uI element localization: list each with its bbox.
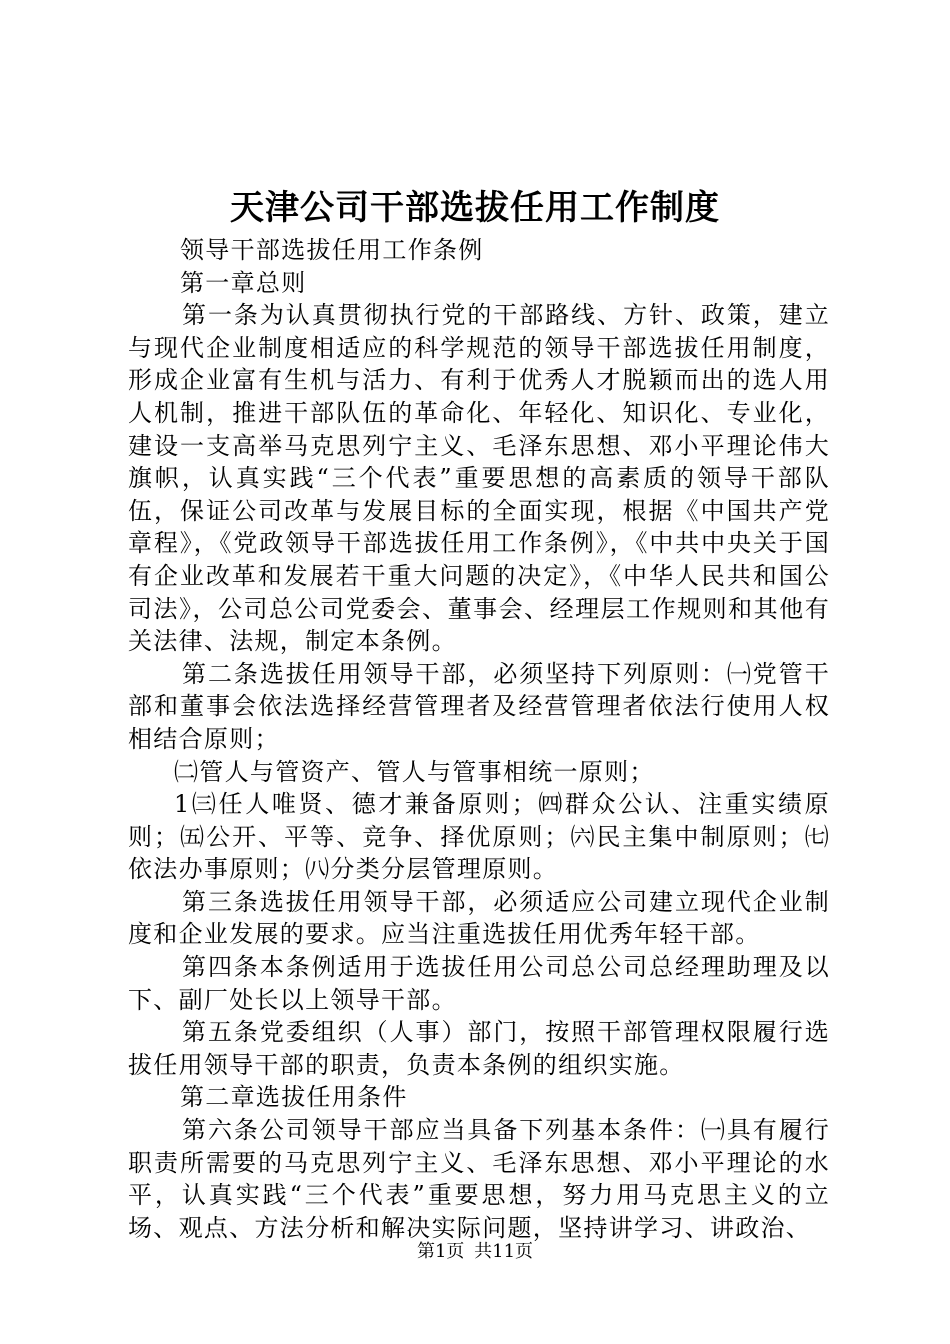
article-paragraph: 第二条选拔任用领导干部，必须坚持下列原则：㈠党管干部和董事会依法选择经营管理者及经营管理者依法行使用人权相结合原则； (128, 659, 830, 753)
article-paragraph: 第一条为认真贯彻执行党的干部路线、方针、政策，建立与现代企业制度相适应的科学规范的领导干部选拔任用制度，形成企业富有生机与活力、有利于优秀人才脱颖而出的选人用人机制，推进干部队伍的革命化、年轻化、知识化、专业化，建设一支高举马克思列宁主义、毛泽东思想、邓小平理论伟大旗帜，认真实践“三个代表”重要思想的高素质的领导干部队伍，保证公司改革与发展目标的全面实现，根据《中国共产党章程》，《党政领导干部选拔任用工作条例》，《中共中央关于国有企业改革和发展若干重大问题的决定》，《中华人民共和国公司法》，公司总公司党委会、董事会、经理层工作规则和其他有关法律、法规，制定本条例。 (128, 301, 830, 656)
page-footer (0, 1240, 950, 1264)
document-title: 天津公司干部选拔任用工作制度 (230, 188, 720, 228)
article-paragraph: 第四条本条例适用于选拔任用公司总公司总经理助理及以下、副厂处长以上领导干部。 (128, 953, 830, 1014)
principle-list: 1㈢任人唯贤、德才兼备原则；㈣群众公认、注重实绩原则；㈤公开、平等、竞争、择优原则；㈥民主集中制原则；㈦依法办事原则；㈧分类分层管理原则。 (128, 790, 830, 884)
document-body (128, 234, 830, 1244)
page-total: 共11页 (474, 1241, 534, 1262)
article-paragraph: 第三条选拔任用领导干部，必须适应公司建立现代企业制度和企业发展的要求。应当注重选拔任用优秀年轻干部。 (128, 887, 830, 949)
page-number: 第1页 (416, 1241, 465, 1262)
article-paragraph: 第六条公司领导干部应当具备下列基本条件：㈠具有履行职责所需要的马克思列宁主义、毛泽东思想、邓小平理论的水平，认真实践“三个代表”重要思想，努力用马克思主义的立场、观点、方法分析和解决实际问题，坚持讲学习、讲政治、 (128, 1116, 830, 1242)
chapter-heading: 第二章选拔任用条件 (180, 1083, 408, 1112)
chapter-heading: 第一章总则 (180, 268, 307, 297)
principle-item: ㈡管人与管资产、管人与管事相统一原则； (174, 757, 655, 786)
article-paragraph: 第五条党委组织（人事）部门，按照干部管理权限履行选拔任用领导干部的职责，负责本条例的组织实施。 (128, 1018, 830, 1079)
regulation-heading: 领导干部选拔任用工作条例 (180, 236, 484, 264)
